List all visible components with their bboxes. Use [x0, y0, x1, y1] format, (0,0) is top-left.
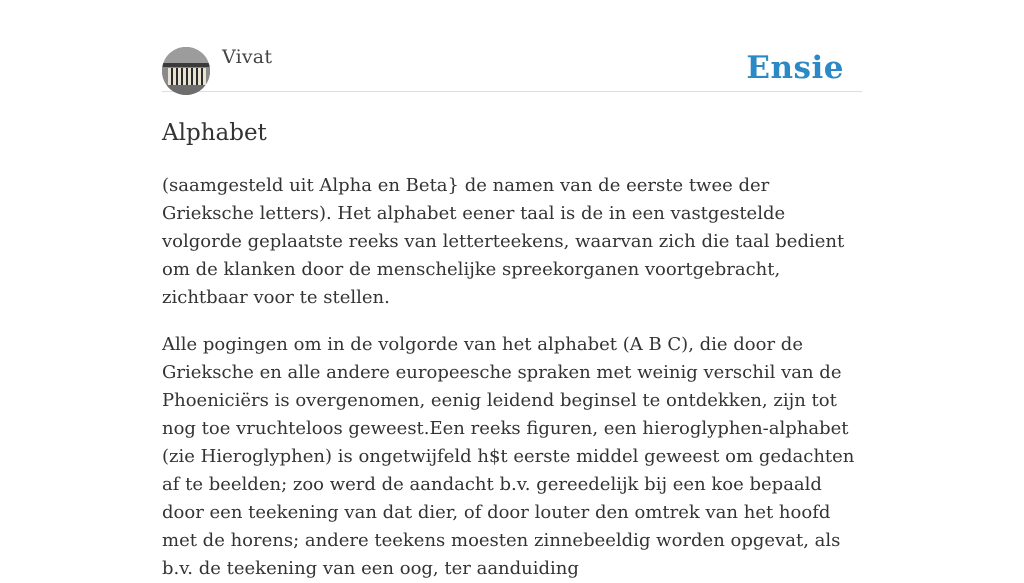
article-paragraph: (saamgesteld uit Alpha en Beta} de namen van de eerste twee der Grieksche letters). Het alphabet eener taal is de in een vastgestelde volgorde geplaatste reeks van letterteekens, waarvan zich die taal bedient om de klanken door de menschelijke spreekorganen voortgebracht, zichtbaar voor te stellen. [162, 175, 845, 308]
article-title: Alphabet [162, 120, 267, 146]
page [162, 0, 862, 583]
source-name[interactable]: Vivat [222, 46, 273, 68]
header [162, 0, 862, 92]
ensie-logo[interactable]: Ensie [746, 50, 844, 86]
source-avatar[interactable] [162, 47, 210, 95]
book-spines-icon [162, 47, 210, 95]
article-paragraph: Alle pogingen om in de volgorde van het alphabet (A B C), die door de Grieksche en alle andere europeesche spraken met weinig verschil van de Phoeniciërs is overgenomen, eenig leidend beginsel te ontdekken, zijn tot nog toe vruchteloos geweest.Een reeks figuren, een hieroglyphen-alphabet (zie Hieroglyphen) is ongetwijfeld h$t eerste middel geweest om gedachten af te beelden; zoo werd de aandacht b.v. gereedelijk bij een koe bepaald door een teekening van dat dier, of door louter den omtrek van het hoofd met de horens; andere teekens moesten zinnebeeldig worden opgevat, als b.v. de teekening van een oog, ter aanduiding [162, 334, 855, 579]
